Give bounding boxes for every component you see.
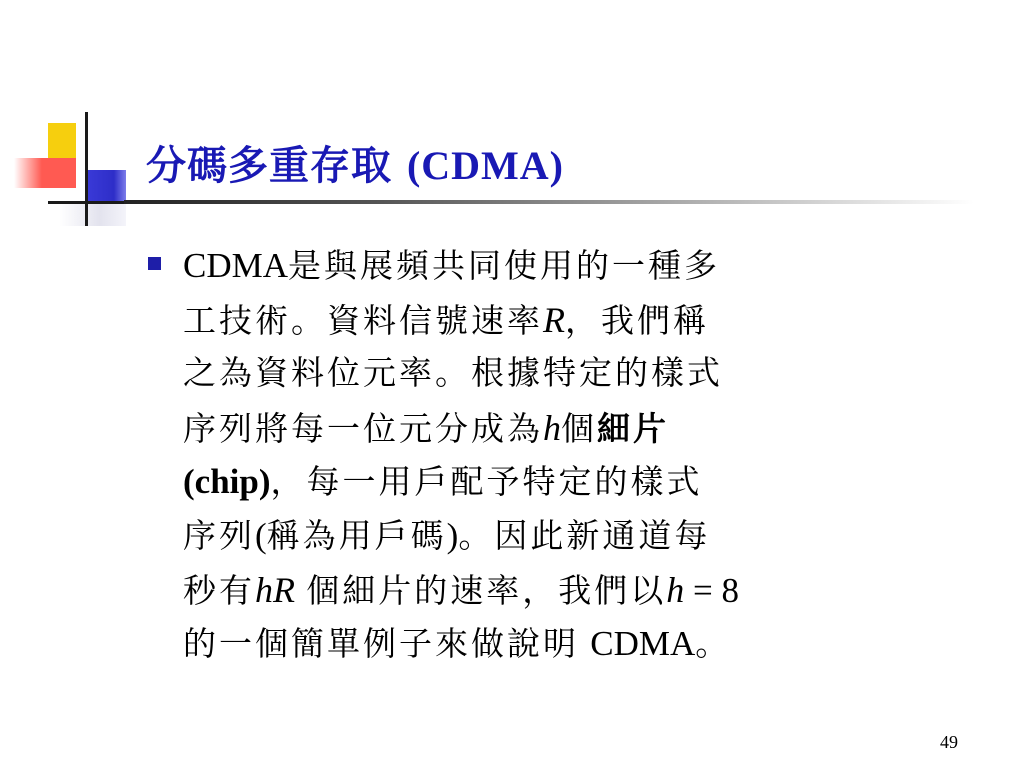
body-text-segment: (chip) bbox=[183, 462, 271, 501]
bullet-body-text bbox=[183, 239, 883, 671]
ornament-yellow-square bbox=[48, 123, 76, 163]
body-text-segment: CDMA bbox=[183, 246, 289, 285]
body-text-segment: = 8 bbox=[684, 571, 739, 610]
page-number: 49 bbox=[940, 732, 958, 752]
title-underline-rule bbox=[124, 200, 974, 204]
slide-corner-ornament bbox=[0, 0, 140, 240]
body-line bbox=[183, 401, 883, 455]
body-text-segment: 個細片的速率，我們以 bbox=[295, 574, 667, 610]
body-text-segment: 工技術。資料信號速率 bbox=[183, 304, 543, 340]
body-text-segment: 序列將每一位元分成為 bbox=[183, 412, 543, 448]
body-text-segment: 。因此新通道每 bbox=[458, 519, 711, 555]
body-line bbox=[183, 455, 883, 509]
body-text-segment: hR bbox=[255, 570, 295, 610]
body-text-segment: 的一個簡單例子來做說明 bbox=[183, 627, 591, 663]
body-text-segment: R bbox=[543, 300, 565, 340]
body-text-segment: h bbox=[666, 570, 685, 610]
body-text-segment: ，我們稱 bbox=[565, 304, 709, 340]
body-text-segment: ) bbox=[446, 516, 459, 555]
slide-title-latin: (CDMA) bbox=[406, 143, 564, 188]
body-line bbox=[183, 347, 883, 401]
body-text-segment: 序列 bbox=[183, 519, 255, 555]
body-text-segment: 是與展頻共同使用的一種多 bbox=[288, 249, 721, 285]
ornament-vertical-line bbox=[85, 112, 88, 226]
body-text-segment: 之為資料位元率。根據特定的樣式 bbox=[183, 356, 723, 392]
body-text-segment: 細片 bbox=[597, 412, 669, 448]
body-text-segment: 。 bbox=[695, 627, 732, 663]
body-line bbox=[183, 617, 883, 671]
body-line bbox=[183, 509, 883, 563]
body-text-segment: 個 bbox=[561, 412, 597, 448]
body-line bbox=[183, 239, 883, 293]
body-line bbox=[183, 563, 883, 617]
body-text-segment: ，每一用戶配予特定的樣式 bbox=[270, 465, 703, 501]
body-text-segment: 秒有 bbox=[183, 574, 255, 610]
slide-title bbox=[146, 141, 564, 191]
ornament-blue-square bbox=[86, 170, 126, 204]
body-text-segment: ( bbox=[255, 516, 267, 555]
bullet-square-icon bbox=[148, 257, 161, 270]
body-text-segment: h bbox=[543, 408, 561, 448]
body-text-segment: 稱為用戶碼 bbox=[266, 519, 447, 555]
slide-title-cjk: 分碼多重存取 bbox=[146, 142, 392, 189]
ornament-red-square bbox=[14, 158, 76, 188]
body-text-segment: CDMA bbox=[590, 624, 696, 663]
ornament-blue-shadow bbox=[60, 204, 126, 226]
body-line bbox=[183, 293, 883, 347]
